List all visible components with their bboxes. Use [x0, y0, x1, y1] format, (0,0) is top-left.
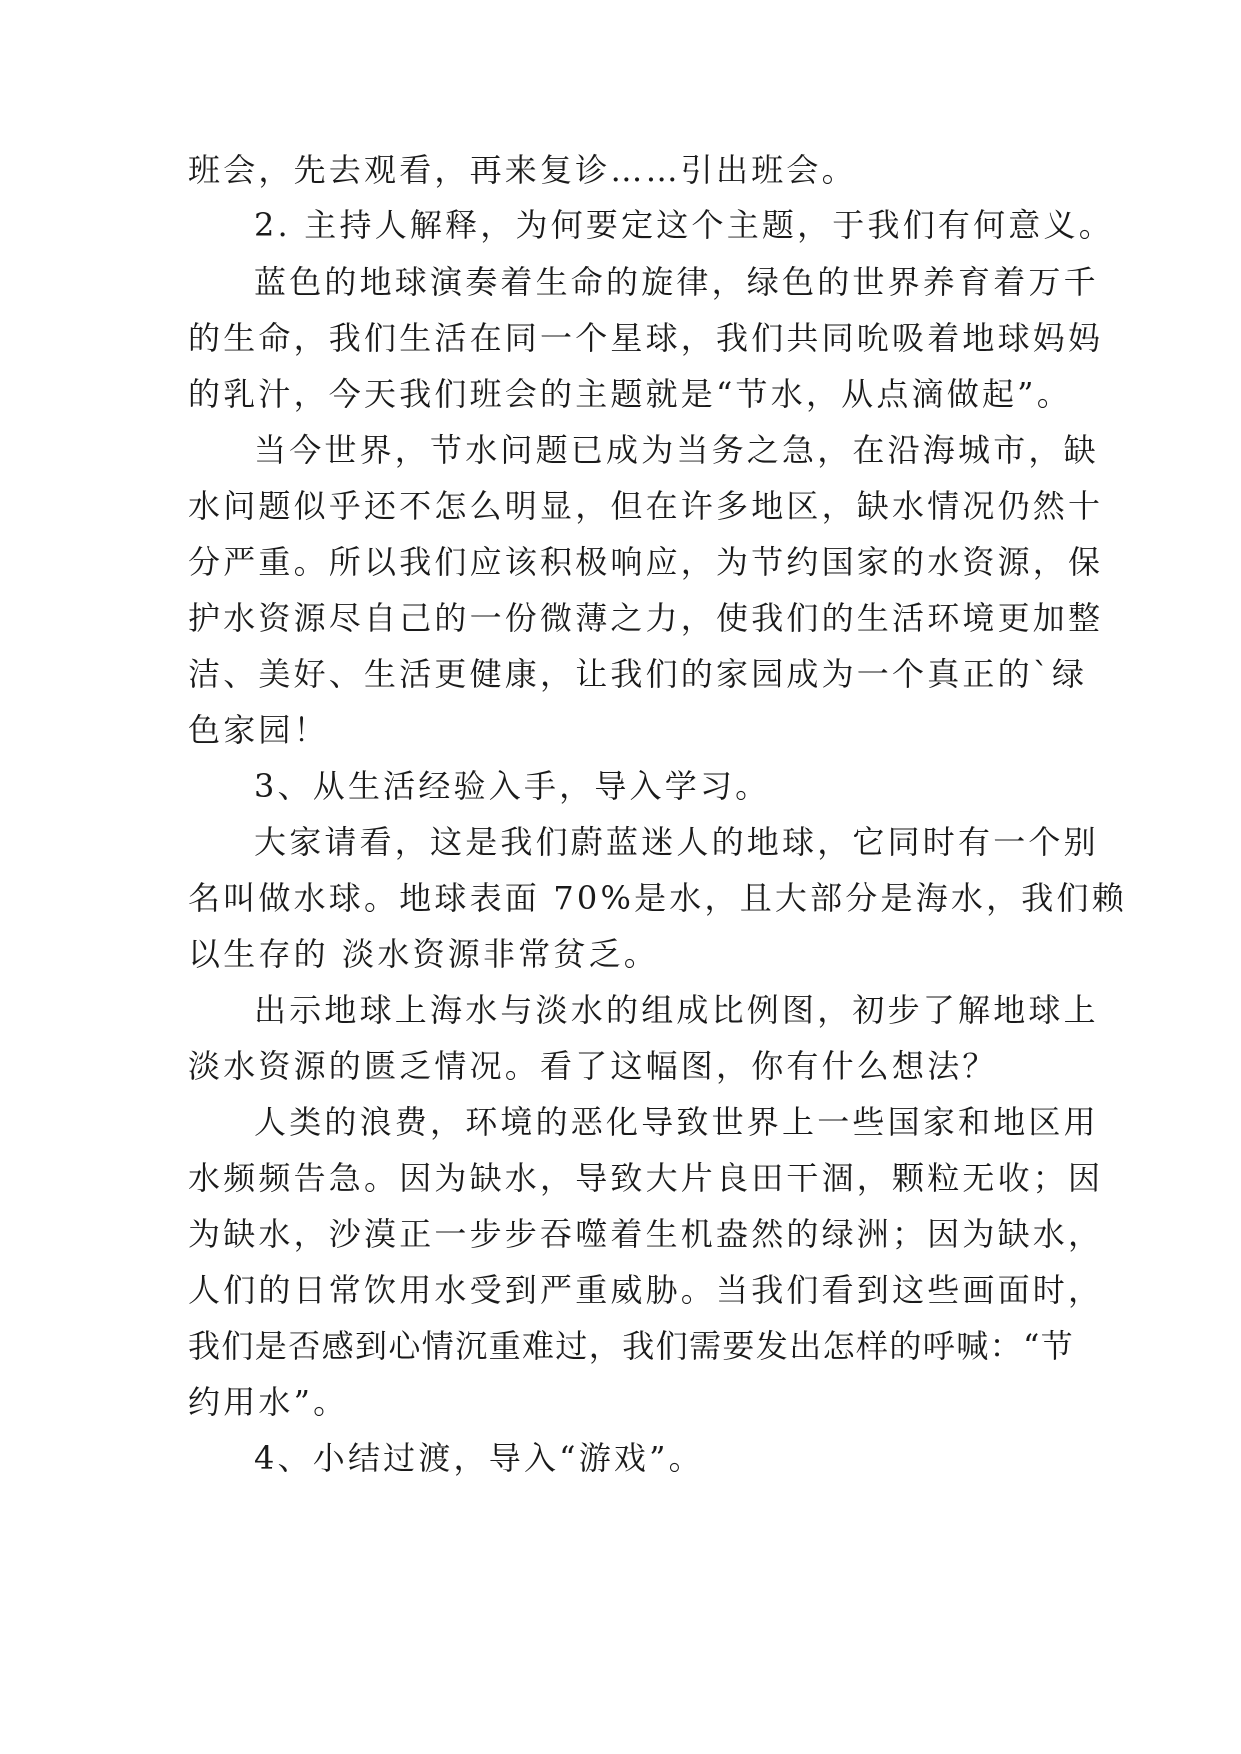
text-line: 出示地球上海水与淡水的组成比例图，初步了解地球上 — [254, 991, 1099, 1029]
text-line: 人类的浪费，环境的恶化导致世界上一些国家和地区用 — [254, 1103, 1099, 1141]
text-line: 洁、美好、生活更健康，让我们的家园成为一个真正的`绿 — [188, 655, 1088, 693]
text-line: 以生存的 淡水资源非常贫乏。 — [188, 935, 659, 973]
text-line: 为缺水，沙漠正一步步吞噬着生机盎然的绿洲；因为缺水， — [188, 1215, 1104, 1253]
text-line: 的乳汁，今天我们班会的主题就是“节水，从点滴做起”。 — [188, 375, 1072, 413]
text-line: 色家园！ — [188, 711, 329, 749]
text-line: 3、从生活经验入手，导入学习。 — [254, 767, 771, 805]
text-line: 大家请看，这是我们蔚蓝迷人的地球，它同时有一个别 — [254, 823, 1099, 861]
text-line: 名叫做水球。地球表面 70%是水，且大部分是海水，我们赖 — [188, 879, 1127, 917]
text-line: 4、小结过渡，导入“游戏”。 — [254, 1439, 704, 1477]
text-line: 蓝色的地球演奏着生命的旋律，绿色的世界养育着万千 — [254, 263, 1099, 301]
text-line: 水问题似乎还不怎么明显，但在许多地区，缺水情况仍然十 — [188, 487, 1104, 525]
text-line: 约用水”。 — [188, 1383, 349, 1421]
text-line: 的生命，我们生活在同一个星球，我们共同吮吸着地球妈妈 — [188, 319, 1104, 357]
text-line: 护水资源尽自己的一份微薄之力，使我们的生活环境更加整 — [188, 599, 1104, 637]
text-line: 班会，先去观看，再来复诊……引出班会。 — [188, 151, 857, 189]
text-line: 我们是否感到心情沉重难过，我们需要发出怎样的呼喊：“节 — [188, 1327, 1075, 1365]
text-line: 人们的日常饮用水受到严重威胁。当我们看到这些画面时， — [188, 1271, 1104, 1309]
text-line: 水频频告急。因为缺水，导致大片良田干涸，颗粒无收；因 — [188, 1159, 1104, 1197]
text-line: 分严重。所以我们应该积极响应，为节约国家的水资源，保 — [188, 543, 1104, 581]
text-line: 当今世界，节水问题已成为当务之急，在沿海城市，缺 — [254, 431, 1099, 469]
text-line: 淡水资源的匮乏情况。看了这幅图，你有什么想法？ — [188, 1047, 998, 1085]
text-line: 2. 主持人解释，为何要定这个主题，于我们有何意义。 — [254, 206, 1114, 244]
